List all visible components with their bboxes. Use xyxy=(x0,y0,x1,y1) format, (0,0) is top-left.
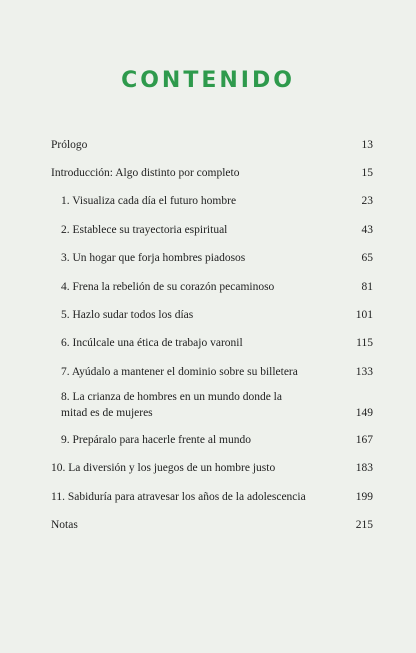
toc-entry-chapter-11 xyxy=(51,489,373,505)
toc-entry-label: 3. Un hogar que forja hombres piadosos xyxy=(61,252,246,264)
toc-entry-page: 15 xyxy=(361,167,373,179)
page-title: CONTENIDO xyxy=(121,68,295,93)
toc-entry-label: 5. Hazlo sudar todos los días xyxy=(61,309,194,321)
toc-entry-label: 4. Frena la rebelión de su corazón pecaminoso xyxy=(61,281,275,293)
toc-entry-page: 43 xyxy=(361,224,373,236)
toc-entry-label: Notas xyxy=(51,519,78,531)
toc-entry-page: 65 xyxy=(361,252,373,264)
toc-entry-chapter-10 xyxy=(51,460,373,476)
toc-entry-chapter-3 xyxy=(61,250,373,266)
toc-entry-chapter-8 xyxy=(61,389,373,421)
toc-entry-chapter-6 xyxy=(61,335,373,351)
toc-entry-label: 1. Visualiza cada día el futuro hombre xyxy=(61,195,237,207)
toc-entry-page: 199 xyxy=(355,491,373,503)
toc-entry-chapter-5 xyxy=(61,307,373,323)
toc-entry-prologo xyxy=(51,137,373,153)
toc-entry-introduccion xyxy=(51,165,373,181)
toc-entry-label: 7. Ayúdalo a mantener el dominio sobre su billetera xyxy=(61,366,298,378)
toc-entry-page: 183 xyxy=(355,462,373,474)
toc-entry-label: Introducción: Algo distinto por completo xyxy=(51,167,240,179)
toc-entry-label: 11. Sabiduría para atravesar los años de la adolescencia xyxy=(51,491,306,503)
toc-entry-page: 81 xyxy=(361,281,373,293)
toc-entry-page: 215 xyxy=(355,519,373,531)
toc-entry-chapter-7 xyxy=(61,364,373,380)
toc-entry-label: Prólogo xyxy=(51,139,88,151)
toc-entry-label: 6. Incúlcale una ética de trabajo varonil xyxy=(61,337,243,349)
toc-entry-label: 10. La diversión y los juegos de un hombre justo xyxy=(51,462,276,474)
toc-entry-page: 23 xyxy=(361,195,373,207)
toc-entry-page: 13 xyxy=(361,139,373,151)
toc-entry-page: 167 xyxy=(355,434,373,446)
toc-entry-page: 101 xyxy=(355,309,373,321)
toc-entry-label: 9. Prepáralo para hacerle frente al mundo xyxy=(61,434,251,446)
toc-entry-label: 8. La crianza de hombres en un mundo donde la mitad es de mujeres xyxy=(61,391,282,419)
toc-entry-page: 149 xyxy=(355,407,373,419)
toc-entry-label: 2. Establece su trayectoria espiritual xyxy=(61,224,228,236)
toc-entry-chapter-1 xyxy=(61,193,373,209)
toc-entry-page: 115 xyxy=(356,337,373,349)
toc-entry-chapter-2 xyxy=(61,222,373,238)
toc-entry-chapter-9 xyxy=(61,432,373,448)
toc-entry-chapter-4 xyxy=(61,279,373,295)
toc-entry-notas xyxy=(51,517,373,533)
toc-entry-page: 133 xyxy=(355,366,373,378)
